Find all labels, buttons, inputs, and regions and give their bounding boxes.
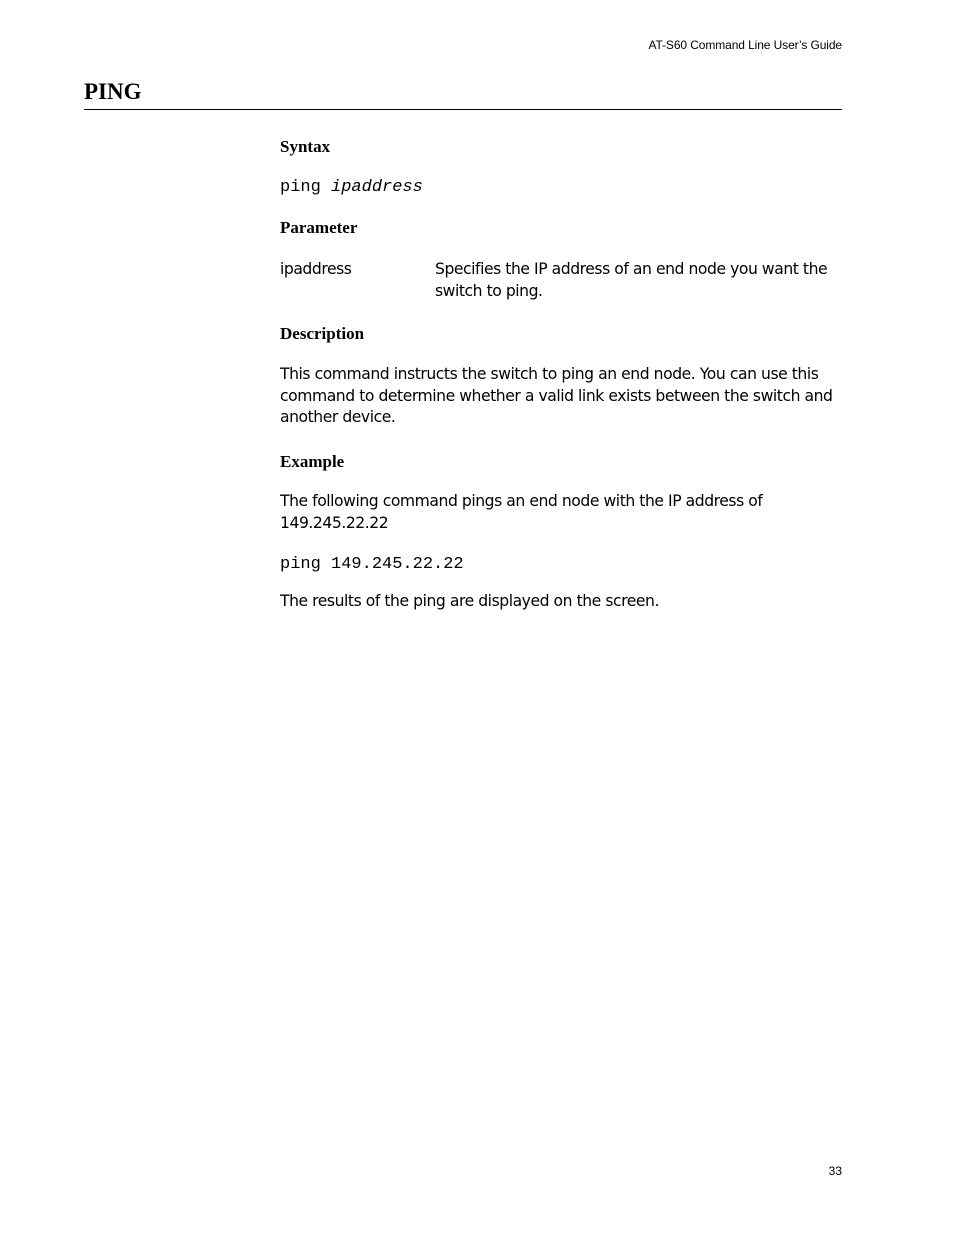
page-number: 33 xyxy=(828,1164,842,1178)
syntax-code xyxy=(280,177,423,199)
parameter-description: Specifies the IP address of an end node you want the switch to ping. xyxy=(435,260,828,300)
example-command: ping 149.245.22.22 xyxy=(280,555,464,574)
syntax-heading: Syntax xyxy=(280,137,331,156)
description-heading: Description xyxy=(280,324,365,343)
section-title: PING xyxy=(84,79,142,104)
example-heading: Example xyxy=(280,452,345,471)
running-header: AT-S60 Command Line User’s Guide xyxy=(648,38,842,52)
parameter-name: ipaddress xyxy=(280,260,352,278)
parameter-heading: Parameter xyxy=(280,218,358,237)
syntax-command: ping xyxy=(280,178,321,197)
description-text: This command instructs the switch to ping an end node. You can use this command to determine whether a valid link exists between the switch and another device. xyxy=(280,365,833,427)
syntax-argument: ipaddress xyxy=(331,178,423,197)
example-intro: The following command pings an end node with the IP address of 149.245.22.22 xyxy=(280,492,763,532)
title-rule xyxy=(84,109,842,110)
example-result: The results of the ping are displayed on the screen. xyxy=(280,592,659,610)
